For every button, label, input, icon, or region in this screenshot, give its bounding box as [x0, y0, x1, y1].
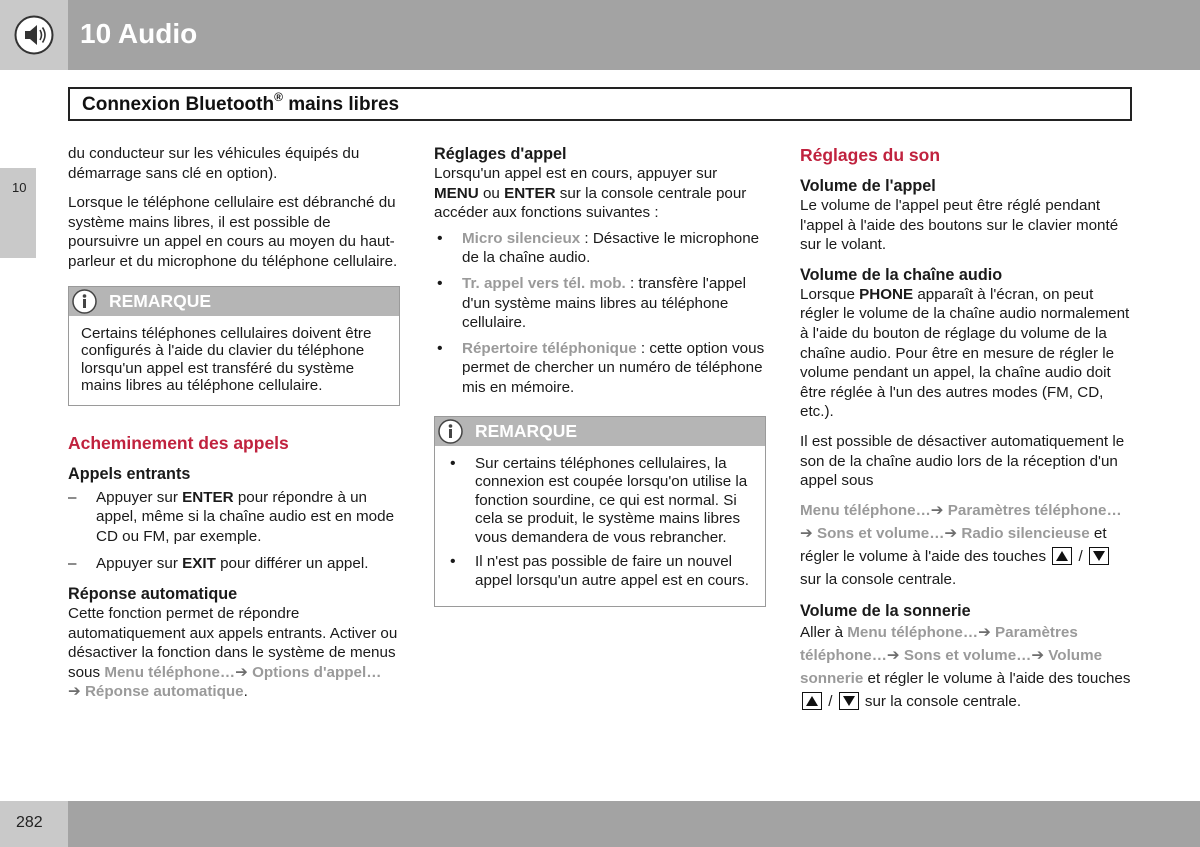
arrow-icon: ➔	[68, 683, 81, 701]
note-header	[69, 287, 399, 316]
info-icon	[438, 419, 463, 444]
arrow-icon: ➔	[800, 524, 813, 542]
arrow-icon: ➔	[886, 646, 900, 664]
chapter-header-bar	[0, 0, 1200, 70]
heading-audio-volume: Volume de la chaîne audio	[800, 265, 1003, 284]
menu-path-item: Options d'appel…	[252, 663, 382, 681]
column-3	[800, 144, 1132, 723]
note-text: Certains téléphones cellulaires doivent être configurés à l'aide du clavier du téléphone lorsqu'un appel est transféré du système mains libres au téléphone cellulaire.	[81, 324, 372, 395]
heading-incoming-calls: Appels entrants	[68, 464, 191, 483]
menu-path-item: Paramètres téléphone…	[800, 623, 1078, 664]
up-arrow-key-icon	[802, 692, 822, 710]
footer-bar	[0, 801, 1200, 847]
menu-path-item: Menu téléphone…	[847, 623, 979, 641]
note-box	[68, 286, 400, 406]
info-icon	[72, 289, 97, 314]
heading-call-settings: Réglages d'appel	[434, 145, 567, 163]
call-settings-list	[434, 229, 766, 398]
note-header	[435, 417, 765, 446]
menu-path-item: Menu téléphone…	[800, 501, 931, 519]
disconnect-paragraph: Lorsque le téléphone cellulaire est débranché du système mains libres, il est possible de poursuivre un appel en cours au moyen du haut-parleur et du microphone du téléphone cellulaire.	[68, 194, 398, 270]
column-1	[68, 144, 400, 712]
arrow-icon: ➔	[1031, 646, 1045, 664]
heading-auto-answer: Réponse automatique	[68, 584, 238, 603]
arrow-icon: ➔	[930, 501, 944, 519]
auto-answer-paragraph: Cette fonction permet de répondre automatiquement aux appels entrants. Activer ou désactiver la fonction dans le système de menus sous Menu téléphone…➔ Options d'appel…➔ Réponse automatique.	[68, 604, 398, 701]
arrow-icon: ➔	[944, 524, 958, 542]
menu-path-item: Sons et volume…	[903, 646, 1032, 664]
list-item: • Micro silencieux : Désactive le microphone de la chaîne audio.	[434, 229, 766, 268]
list-item: • Répertoire téléphonique : cette option vous permet de chercher un numéro de téléphone mis en mémoire.	[434, 339, 766, 398]
intro-paragraph: du conducteur sur les véhicules équipés du démarrage sans clé en option).	[68, 145, 360, 182]
list-item: • Tr. appel vers tél. mob. : transfère l'appel d'un système mains libres au téléphone cellulaire.	[434, 274, 766, 333]
section-title: Connexion Bluetooth® mains libres	[82, 89, 400, 115]
call-volume-paragraph: Le volume de l'appel peut être réglé pendant l'appel à l'aide des boutons sur le clavier monté sur le volant.	[800, 197, 1119, 254]
chapter-side-tab	[0, 168, 36, 258]
page-number: 282	[16, 814, 43, 831]
list-item: • Sur certains téléphones cellulaires, la connexion est coupée lorsqu'on utilise la fonction sourdine, ce qui est normal. Si cela se produit, le système mains libres vous demandera de vous rebrancher.	[447, 455, 753, 548]
call-settings-intro: Lorsqu'un appel est en cours, appuyer sur MENU ou ENTER sur la console centrale pour accéder aux fonctions suivantes :	[434, 165, 747, 222]
chapter-icon-box	[0, 0, 68, 70]
down-arrow-key-icon	[1089, 547, 1109, 565]
menu-path-item: Paramètres téléphone…	[947, 501, 1122, 519]
up-arrow-key-icon	[1052, 547, 1072, 565]
heading-ringtone-volume: Volume de la sonnerie	[800, 601, 971, 620]
menu-path-item: Volume sonnerie	[800, 646, 1103, 687]
menu-path-item: Réponse automatique	[84, 683, 244, 701]
note-box	[434, 416, 766, 608]
note-list	[447, 455, 753, 591]
list-item: • Il n'est pas possible de faire un nouvel appel lorsqu'un autre appel est en cours.	[447, 553, 753, 590]
list-item: – Appuyer sur ENTER pour répondre à un appel, même si la chaîne audio est en mode CD ou FM, par exemple.	[68, 488, 400, 547]
audio-volume-paragraph: Lorsque PHONE apparaît à l'écran, on peut régler le volume de la chaîne audio normalement à l'aide du bouton de réglage du volume de la chaîne audio. Pour être en mesure de régler le volume pendant un appel, la chaîne audio doit être réglée à l'un des autres modes (FM, CD, etc.).	[800, 285, 1130, 421]
side-tab-number: 10	[12, 180, 27, 195]
list-item: – Appuyer sur EXIT pour différer un appel.	[68, 554, 400, 574]
heading-call-routing: Acheminement des appels	[68, 432, 289, 453]
arrow-icon: ➔	[235, 663, 248, 681]
ringtone-volume-paragraph: Aller à Menu téléphone…➔ Paramètres téléphone…➔ Sons et volume…➔ Volume sonnerie et régler le volume à l'aide des touches / sur la console centrale.	[800, 623, 1131, 710]
heading-call-volume: Volume de l'appel	[800, 177, 936, 195]
incoming-calls-list	[68, 488, 400, 574]
speaker-icon	[14, 15, 54, 55]
column-2	[434, 144, 766, 607]
menu-path-item: Radio silencieuse	[961, 524, 1090, 542]
menu-path-item: Menu téléphone…	[104, 663, 236, 681]
note-title: REMARQUE	[475, 420, 578, 441]
auto-mute-menu-path: Menu téléphone…➔ Paramètres téléphone…➔ Sons et volume…➔ Radio silencieuse et régler le volume à l'aide des touches / sur la console centrale.	[800, 501, 1122, 588]
note-body	[435, 446, 765, 607]
heading-sound-settings: Réglages du son	[800, 145, 941, 165]
auto-mute-paragraph: Il est possible de désactiver automatiquement le son de la chaîne audio lors de la réception d'un appel sous	[800, 432, 1125, 490]
down-arrow-key-icon	[839, 692, 859, 710]
page-number-box	[0, 801, 68, 847]
section-title-box	[68, 87, 1132, 121]
arrow-icon: ➔	[978, 623, 991, 641]
menu-path-item: Sons et volume…	[816, 524, 945, 542]
note-title: REMARQUE	[109, 290, 212, 311]
chapter-title: 10 Audio	[80, 18, 198, 49]
